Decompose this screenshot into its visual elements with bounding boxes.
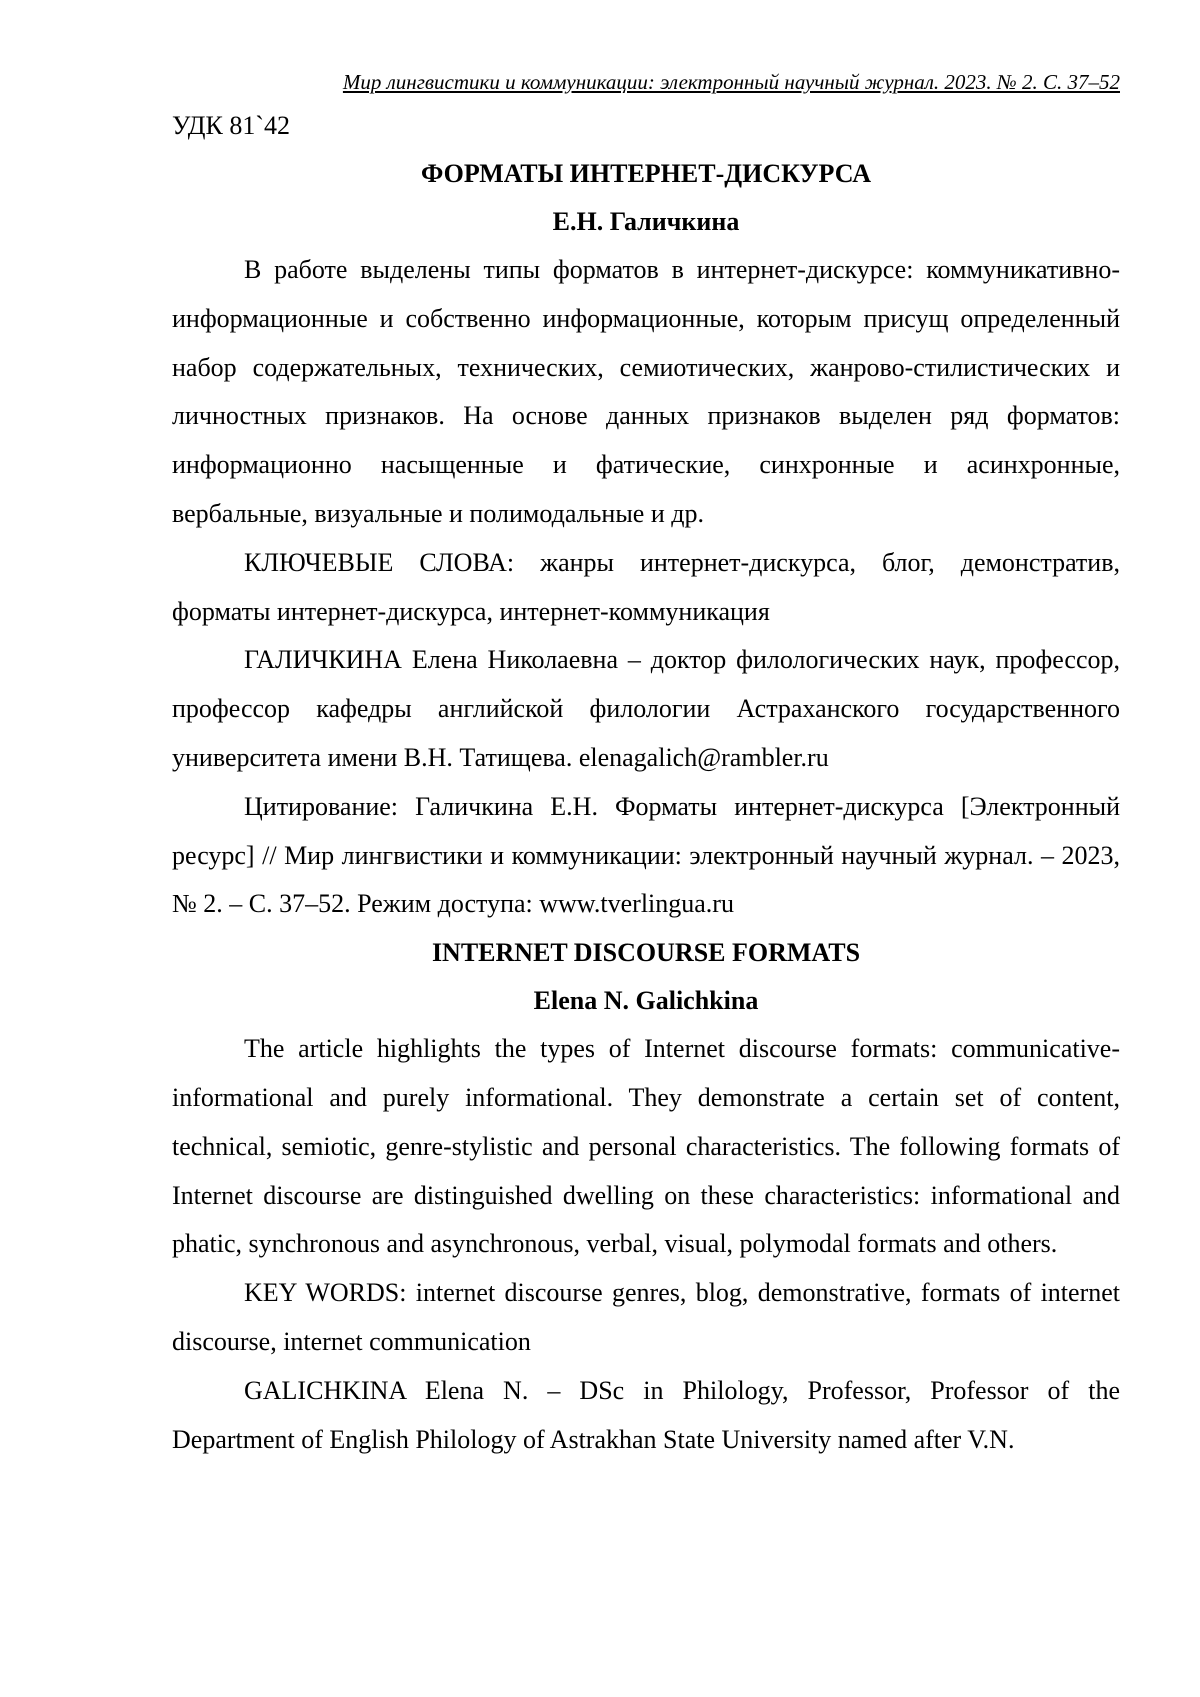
keywords-ru: КЛЮЧЕВЫЕ СЛОВА: жанры интернет-дискурса, блог, демонстратив, форматы интернет-дискурса, интернет-коммуникация — [172, 547, 1120, 626]
author-name-ru: Е.Н. Галичкина — [552, 207, 740, 236]
abstract-en: The article highlights the types of Internet discourse formats: communicative-informational and purely informational. They demonstrate a certain set of content, technical, semiotic, genre-stylistic and personal characteristics. The following formats of Internet discourse are distinguished dwelling on these characteristics: informational and phatic, synchronous and asynchronous, verbal, visual, polymodal formats and others. — [172, 1034, 1120, 1259]
keywords-en: KEY WORDS: internet discourse genres, blog, demonstrative, formats of internet discourse, internet communication — [172, 1278, 1120, 1356]
author-info-en: GALICHKINA Elena N. – DSc in Philology, Professor, Professor of the Department of English Philology of Astrakhan State University named after V.N. — [172, 1375, 1120, 1454]
udk-code: УДК 81`42 — [172, 111, 291, 140]
citation-ru: Цитирование: Галичкина Е.Н. Форматы интернет-дискурса [Электронный ресурс] // Мир лингвистики и коммуникации: электронный научный журнал. – 2023, № 2. – С. 37–52. Режим доступа: www.tverlingua.ru — [172, 791, 1120, 919]
abstract-ru: В работе выделены типы форматов в интернет-дискурсе: коммуникативно-информационные и собственно информационные, которым присущ определенный набор содержательных, технических, семиотических, жанрово-стилистических и личностных признаков. На основе данных признаков выделен ряд форматов: информационно насыщенные и фатические, синхронные и асинхронные, вербальные, визуальные и полимодальные и др. — [172, 255, 1120, 528]
article-title-ru: ФОРМАТЫ ИНТЕРНЕТ-ДИСКУРСА — [421, 159, 871, 188]
article-title-en: INTERNET DISCOURSE FORMATS — [431, 938, 861, 968]
running-header: Мир лингвистики и коммуникации: электронный научный журнал. 2023. № 2. С. 37–52 — [342, 70, 1120, 94]
article-page — [172, 68, 1120, 1464]
author-name-en: Elena N. Galichkina — [533, 986, 759, 1016]
author-info-ru: ГАЛИЧКИНА Елена Николаевна – доктор филологических наук, профессор, профессор кафедры английской филологии Астраханского государственного университета имени В.Н. Татищева. elenagalich@rambler.ru — [172, 645, 1120, 772]
